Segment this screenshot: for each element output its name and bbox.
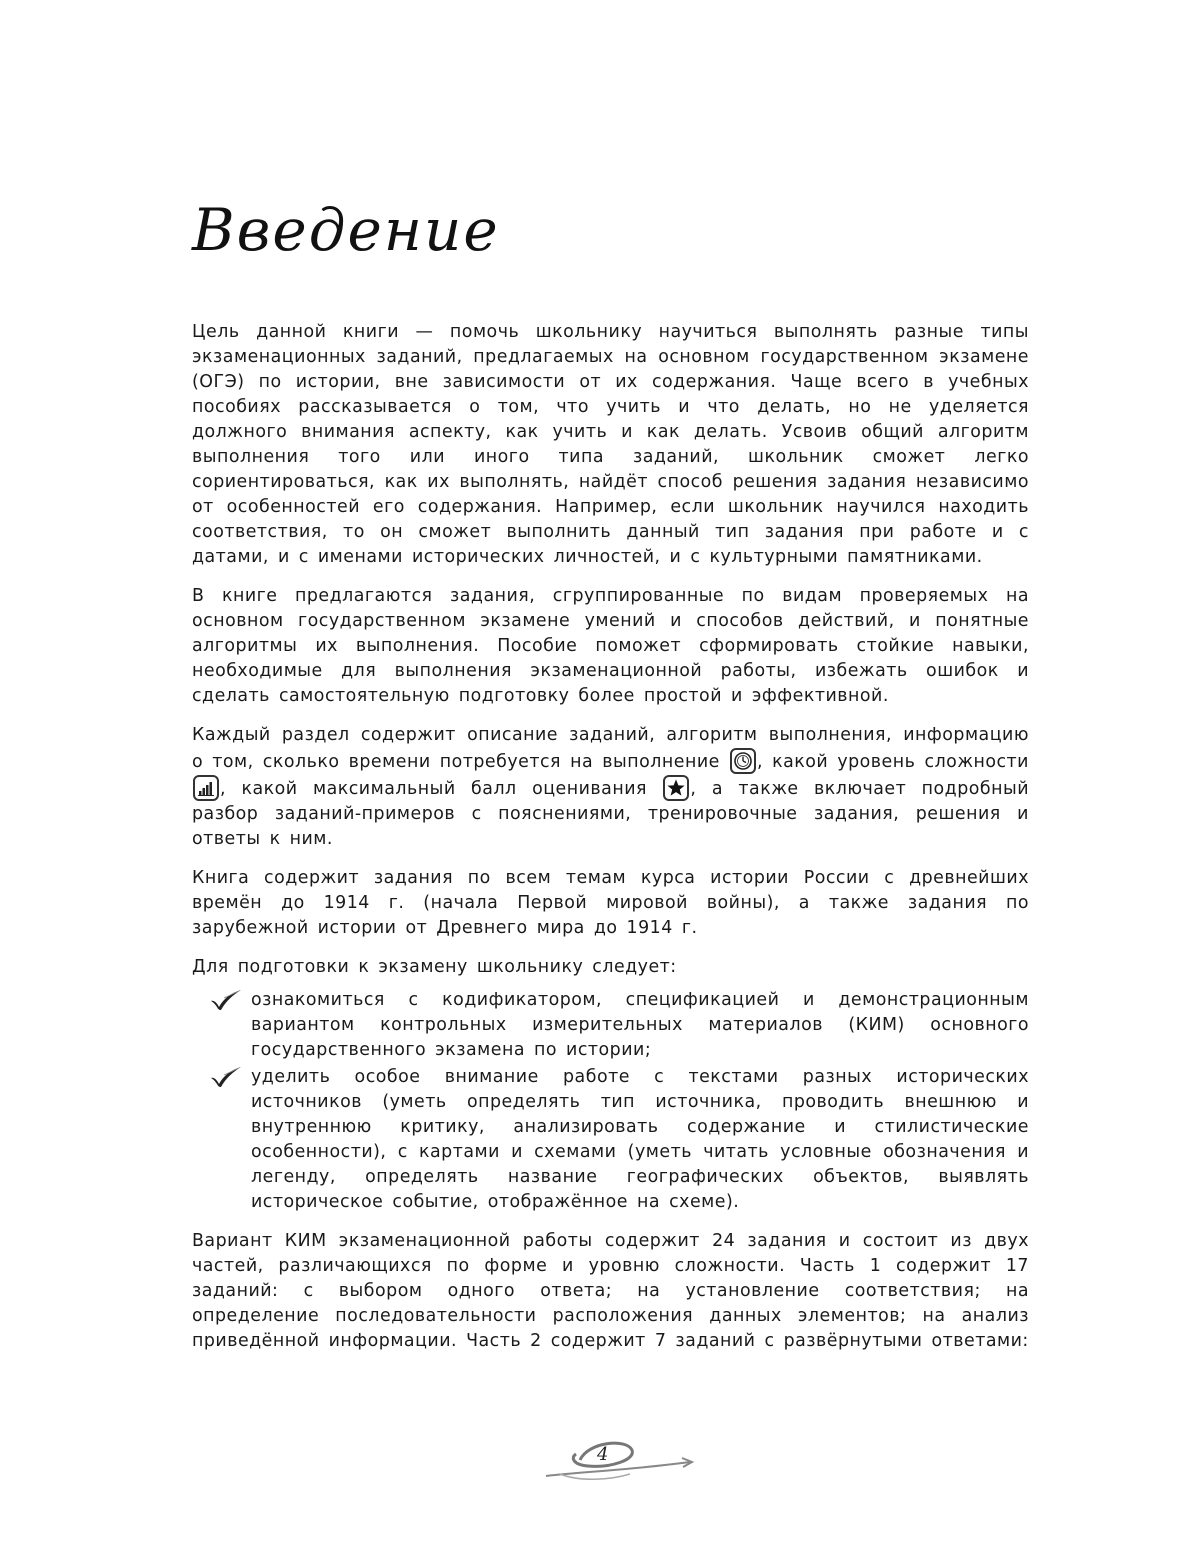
- paragraph-structure: В книге предлагаются задания, сгруппированные по видам проверяемых на основном государственном экзамене умений и способов действий, и понятные алгоритмы их выполнения. Пособие поможет сформировать стойкие навыки, необходимые для выполнения экзаменационной работы, избежать ошибок и сделать самостоятельную подготовку более простой и эффективной.: [192, 586, 1029, 706]
- paragraph-sections-text-4: , а также включает подробный разбор заданий-примеров с пояснениями, тренировочные задания, решения и ответы к ним.: [192, 779, 1030, 849]
- page-title: Введение: [192, 196, 500, 264]
- checkmark-icon: [209, 988, 243, 1012]
- page-number-swirl-icon: [540, 1436, 700, 1496]
- prep-checklist: [192, 988, 1029, 1215]
- paragraph-coverage: Книга содержит задания по всем темам курса истории России с древнейших времён до 1914 г. (начала Первой мировой войны), а также задания по зарубежной истории от Древнего мира до 1914 г.: [192, 868, 1029, 938]
- page-number: 4: [597, 1444, 609, 1465]
- paragraph-goal: Цель данной книги — помочь школьнику научиться выполнять разные типы экзаменационных заданий, предлагаемых на основном государственном экзамене (ОГЭ) по истории, вне зависимости от их содержания. Чаще всего в учебных пособиях рассказывается о том, что учить и что делать, но не уделяется должного внимания аспекту, как учить и как делать. Усвоив общий алгоритм выполнения того или иного типа заданий, школьник сможет легко сориентироваться, как их выполнять, найдёт способ решения задания независимо от особенностей его содержания. Например, если школьник научился находить соответствия, то он сможет выполнить данный тип задания при работе и с датами, и с именами исторических личностей, и с культурными памятниками.: [192, 322, 1029, 567]
- list-item: [192, 1065, 1029, 1215]
- paragraph-sections: [192, 723, 1029, 852]
- paragraph-sections-text-2: , какой уровень сложности: [756, 752, 1029, 772]
- clock-icon: [730, 748, 756, 774]
- bar-chart-icon: [193, 775, 219, 801]
- paragraph-kim: Вариант КИМ экзаменационной работы содержит 24 задания и состоит из двух частей, различающихся по форме и уровню сложности. Часть 1 содержит 17 заданий: с выбором одного ответа; на установление соответствия; на определение последовательности расположения данных элементов; на анализ приведённой информации. Часть 2 содержит 7 заданий с развёрнутыми ответами:: [192, 1231, 1029, 1351]
- paragraph-sections-text-1: Каждый раздел содержит описание заданий, алгоритм выполнения, информацию о том, сколько времени потребуется на выполнение: [192, 725, 1029, 772]
- checklist-text: уделить особое внимание работе с текстами разных исторических источников (уметь определять тип источника, проводить внешнюю и внутреннюю критику, анализировать содержание и стилистические особенности), с картами и схемами (уметь читать условные обозначения и легенду, определять название географических объектов, выявлять историческое событие, отображённое на схеме).: [251, 1067, 1029, 1212]
- star-icon: [663, 775, 689, 801]
- checkmark-icon: [209, 1065, 243, 1089]
- main-text: [192, 320, 1029, 1368]
- checklist-text: ознакомиться с кодификатором, спецификацией и демонстрационным вариантом контрольных измерительных материалов (КИМ) основного государственного экзамена по истории;: [251, 990, 1029, 1060]
- paragraph-prep-intro: Для подготовки к экзамену школьнику следует:: [192, 957, 677, 977]
- list-item: [192, 988, 1029, 1063]
- paragraph-sections-text-3: , какой максимальный балл оценивания: [220, 779, 647, 799]
